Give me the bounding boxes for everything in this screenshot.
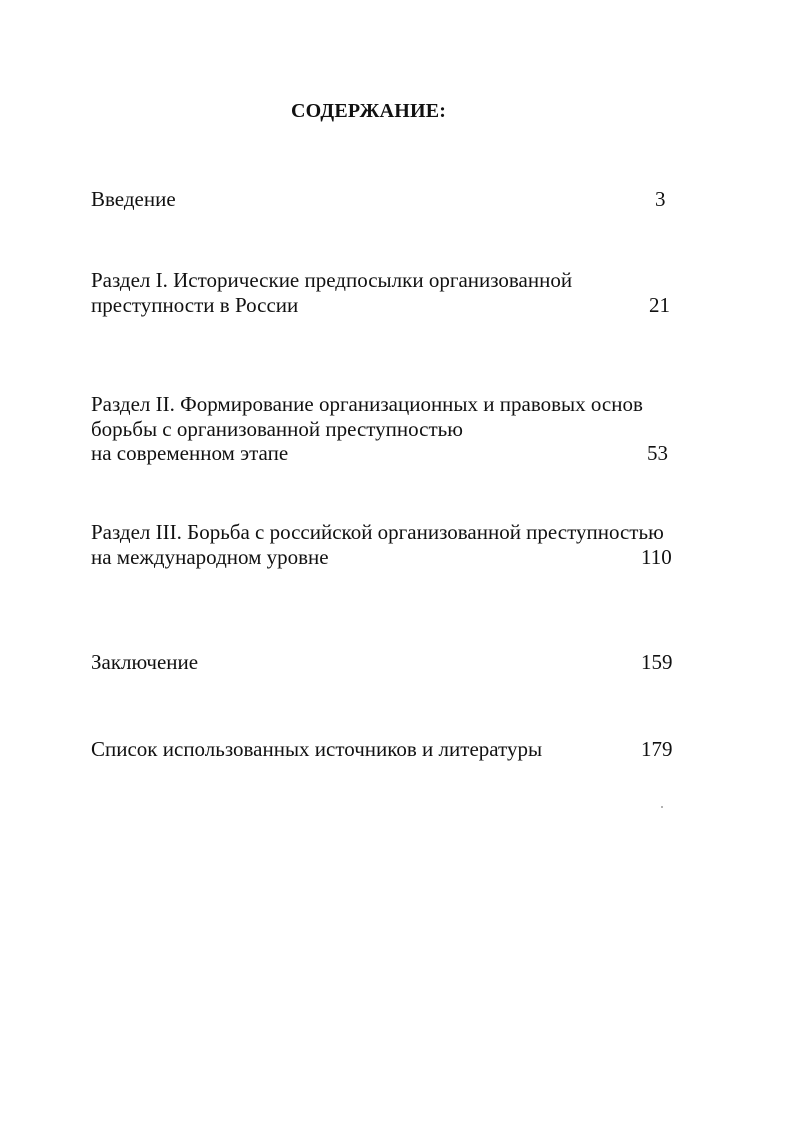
toc-entry-text: Введение xyxy=(91,187,176,211)
toc-entry-text: Раздел III. Борьба с российской организованной преступностью xyxy=(91,520,664,544)
toc-entry-text: на современном этапе xyxy=(91,441,289,465)
scan-speck xyxy=(661,806,663,808)
toc-page-number: 21 xyxy=(649,293,670,317)
toc-entry-text: борьбы с организованной преступностью xyxy=(91,417,463,441)
toc-title: СОДЕРЖАНИЕ: xyxy=(291,100,447,122)
toc-entry-text: Заключение xyxy=(91,650,199,674)
toc-page-number: 3 xyxy=(655,187,666,211)
toc-entry-text: на международном уровне xyxy=(91,545,329,569)
toc-page-number: 110 xyxy=(641,545,672,569)
toc-page-number: 159 xyxy=(641,650,673,674)
toc-entry-text: преступности в России xyxy=(91,293,299,317)
toc-entry-text: Раздел I. Исторические предпосылки организованной xyxy=(91,268,573,292)
toc-page-number: 179 xyxy=(641,737,673,761)
toc-entry-text: Раздел II. Формирование организационных и правовых основ xyxy=(91,392,643,416)
toc-entry-text: Список использованных источников и литературы xyxy=(91,737,543,761)
toc-page-number: 53 xyxy=(647,441,668,465)
